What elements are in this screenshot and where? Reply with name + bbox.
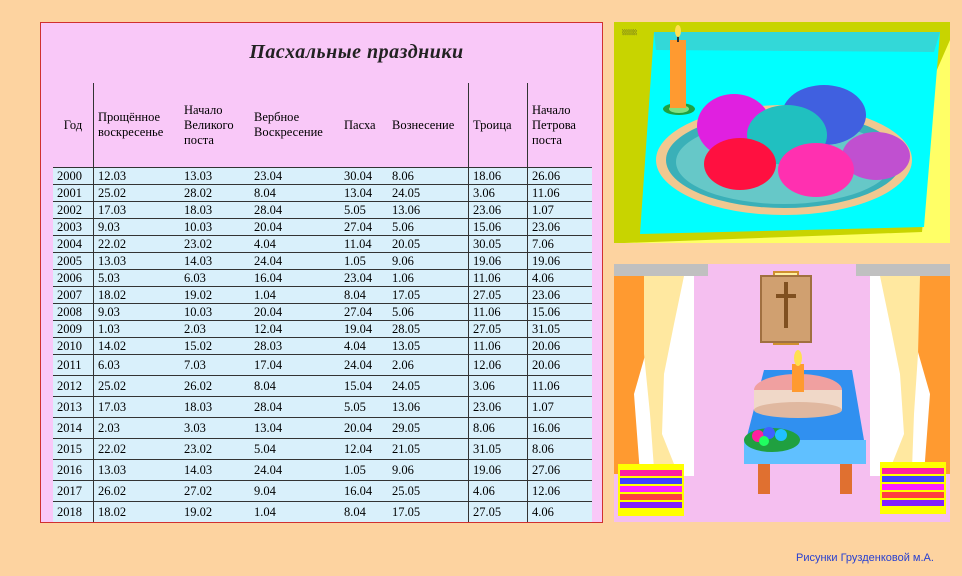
date-cell: 23.06 [528,287,593,304]
date-cell: 2.06 [388,355,469,376]
date-cell: 8.04 [340,502,388,523]
date-cell: 12.04 [340,439,388,460]
header-palm-sunday: Вербное Воскресение [254,110,323,139]
header-year: Год [63,117,83,132]
date-cell: 5.03 [94,270,181,287]
date-cell: 9.03 [94,219,181,236]
date-cell: 23.04 [250,168,340,185]
date-cell: 8.06 [469,418,528,439]
date-cell: 31.05 [469,439,528,460]
table-row [53,168,592,185]
date-cell: 5.06 [388,219,469,236]
table-row [53,338,592,355]
header-ascension: Вознесение [392,117,455,132]
easter-dates-table [53,83,592,522]
date-cell: 23.06 [528,219,593,236]
date-cell: 24.04 [250,460,340,481]
date-cell: 28.03 [250,338,340,355]
date-cell: 11.06 [469,304,528,321]
date-cell: 4.06 [528,502,593,523]
date-cell: 14.03 [180,253,250,270]
date-cell: 14.02 [94,338,181,355]
date-cell: 27.04 [340,219,388,236]
date-cell: 25.05 [388,481,469,502]
year-cell: 2015 [53,439,94,460]
year-cell: 2006 [53,270,94,287]
table-header-row [53,83,592,168]
easter-eggs-illustration [614,22,950,243]
date-cell: 6.03 [94,355,181,376]
date-cell: 13.03 [94,460,181,481]
date-cell: 22.02 [94,236,181,253]
date-cell: 13.05 [388,338,469,355]
date-cell: 13.04 [340,185,388,202]
table-row [53,304,592,321]
date-cell: 24.04 [340,355,388,376]
date-cell: 1.05 [340,253,388,270]
header-peter-fast: Начало Петрова поста [528,83,593,168]
date-cell: 19.06 [469,460,528,481]
year-cell: 2014 [53,418,94,439]
svg-text:░░░░: ░░░░ [622,30,638,36]
date-cell: 14.03 [180,460,250,481]
date-cell: 9.06 [388,253,469,270]
table-row [53,270,592,287]
date-cell: 21.05 [388,439,469,460]
year-cell: 2005 [53,253,94,270]
date-cell: 9.03 [94,304,181,321]
date-cell: 23.06 [469,397,528,418]
date-cell: 16.06 [528,418,593,439]
table-row [53,287,592,304]
table-row [53,321,592,338]
date-cell: 5.05 [340,397,388,418]
date-cell: 2.03 [94,418,181,439]
date-cell: 18.06 [469,168,528,185]
year-cell: 2010 [53,338,94,355]
table-row [53,219,592,236]
date-cell: 8.04 [250,185,340,202]
header-forgiveness-sunday: Прощённое воскресенье [94,83,181,168]
date-cell: 17.05 [388,287,469,304]
date-cell: 28.02 [180,185,250,202]
date-cell: 11.06 [528,185,593,202]
date-cell: 17.03 [94,202,181,219]
picture-credit: Рисунки Грузденковой м.А. [796,552,934,564]
header-lent-start: Начало Великого поста [184,102,234,147]
table-row [53,397,592,418]
year-cell: 2003 [53,219,94,236]
date-cell: 8.04 [250,376,340,397]
date-cell: 15.06 [469,219,528,236]
date-cell: 1.04 [250,502,340,523]
date-cell: 26.02 [94,481,181,502]
date-cell: 3.06 [469,185,528,202]
year-cell: 2004 [53,236,94,253]
date-cell: 23.02 [180,236,250,253]
date-cell: 11.04 [340,236,388,253]
date-cell: 1.07 [528,202,593,219]
date-cell: 23.06 [469,202,528,219]
rug-left [618,464,684,516]
date-cell: 12.04 [250,321,340,338]
year-cell: 2009 [53,321,94,338]
header-trinity: Троица [469,83,528,168]
date-cell: 11.06 [469,270,528,287]
date-cell: 17.05 [388,502,469,523]
easter-eggs-picture [614,22,950,243]
table-row [53,502,592,523]
year-cell: 2018 [53,502,94,523]
date-cell: 27.05 [469,502,528,523]
date-cell: 1.05 [340,460,388,481]
date-cell: 27.02 [180,481,250,502]
date-cell: 7.03 [180,355,250,376]
date-cell: 5.06 [388,304,469,321]
date-cell: 28.04 [250,202,340,219]
date-cell: 13.03 [180,168,250,185]
date-cell: 12.03 [94,168,181,185]
date-cell: 20.05 [388,236,469,253]
year-cell: 2002 [53,202,94,219]
year-cell: 2001 [53,185,94,202]
date-cell: 17.03 [94,397,181,418]
date-cell: 17.04 [250,355,340,376]
date-cell: 9.06 [388,460,469,481]
date-cell: 30.05 [469,236,528,253]
date-cell: 24.04 [250,253,340,270]
date-cell: 13.06 [388,202,469,219]
year-cell: 2013 [53,397,94,418]
table-row [53,418,592,439]
table-row [53,355,592,376]
date-cell: 25.02 [94,376,181,397]
date-cell: 26.06 [528,168,593,185]
date-cell: 26.02 [180,376,250,397]
date-cell: 20.04 [250,304,340,321]
date-cell: 4.06 [528,270,593,287]
date-cell: 13.03 [94,253,181,270]
table-row [53,376,592,397]
date-cell: 15.04 [340,376,388,397]
easter-room-illustration [614,264,950,522]
date-cell: 4.06 [469,481,528,502]
date-cell: 12.06 [469,355,528,376]
table-row [53,236,592,253]
date-cell: 10.03 [180,304,250,321]
year-cell: 2012 [53,376,94,397]
date-cell: 23.02 [180,439,250,460]
date-cell: 15.02 [180,338,250,355]
table-row [53,185,592,202]
date-cell: 9.04 [250,481,340,502]
date-cell: 28.04 [250,397,340,418]
date-cell: 6.03 [180,270,250,287]
table-row [53,202,592,219]
easter-table-panel [40,22,603,523]
rug-right [880,462,946,514]
date-cell: 4.04 [340,338,388,355]
date-cell: 13.06 [388,397,469,418]
date-cell: 19.02 [180,502,250,523]
year-cell: 2011 [53,355,94,376]
year-cell: 2008 [53,304,94,321]
date-cell: 1.07 [528,397,593,418]
table-row [53,253,592,270]
date-cell: 27.05 [469,321,528,338]
date-cell: 20.06 [528,338,593,355]
date-cell: 8.04 [340,287,388,304]
date-cell: 13.04 [250,418,340,439]
date-cell: 3.03 [180,418,250,439]
date-cell: 27.06 [528,460,593,481]
date-cell: 5.04 [250,439,340,460]
date-cell: 16.04 [250,270,340,287]
date-cell: 27.04 [340,304,388,321]
date-cell: 18.03 [180,202,250,219]
date-cell: 2.03 [180,321,250,338]
year-cell: 2000 [53,168,94,185]
date-cell: 19.04 [340,321,388,338]
year-cell: 2016 [53,460,94,481]
header-easter: Пасха [344,117,376,132]
date-cell: 15.06 [528,304,593,321]
date-cell: 1.06 [388,270,469,287]
date-cell: 19.02 [180,287,250,304]
easter-table-picture [614,264,950,522]
date-cell: 28.05 [388,321,469,338]
date-cell: 19.06 [469,253,528,270]
date-cell: 19.06 [528,253,593,270]
date-cell: 1.03 [94,321,181,338]
date-cell: 29.05 [388,418,469,439]
date-cell: 11.06 [528,376,593,397]
date-cell: 16.04 [340,481,388,502]
page-title: Пасхальные праздники [249,41,464,63]
date-cell: 7.06 [528,236,593,253]
date-cell: 5.05 [340,202,388,219]
table-body [53,168,592,523]
date-cell: 27.05 [469,287,528,304]
date-cell: 30.04 [340,168,388,185]
table-row [53,460,592,481]
date-cell: 1.04 [250,287,340,304]
date-cell: 18.02 [94,287,181,304]
year-cell: 2007 [53,287,94,304]
date-cell: 20.04 [250,219,340,236]
date-cell: 18.03 [180,397,250,418]
date-cell: 10.03 [180,219,250,236]
date-cell: 4.04 [250,236,340,253]
date-cell: 23.04 [340,270,388,287]
date-cell: 25.02 [94,185,181,202]
year-cell: 2017 [53,481,94,502]
date-cell: 8.06 [388,168,469,185]
date-cell: 3.06 [469,376,528,397]
date-cell: 11.06 [469,338,528,355]
table-row [53,439,592,460]
date-cell: 8.06 [528,439,593,460]
date-cell: 31.05 [528,321,593,338]
date-cell: 20.04 [340,418,388,439]
date-cell: 18.02 [94,502,181,523]
table-row [53,481,592,502]
date-cell: 24.05 [388,376,469,397]
date-cell: 20.06 [528,355,593,376]
date-cell: 24.05 [388,185,469,202]
date-cell: 12.06 [528,481,593,502]
date-cell: 22.02 [94,439,181,460]
